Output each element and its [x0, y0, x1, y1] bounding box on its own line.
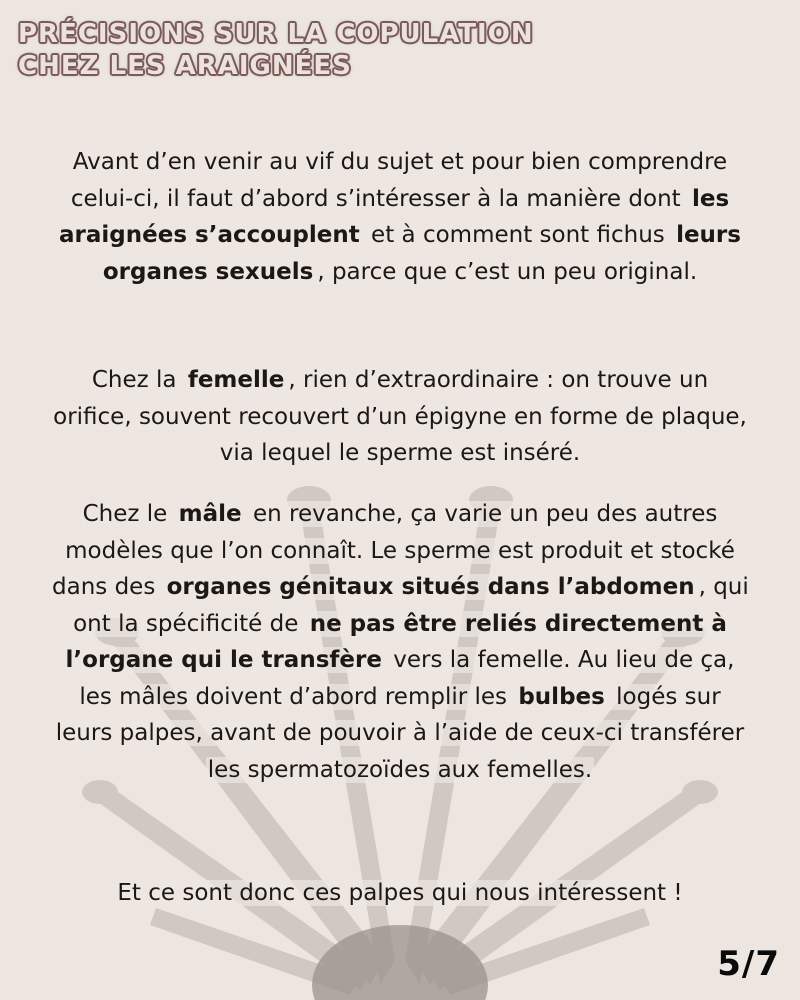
text-run: en revanche, ça varie un peu des autres modèles que l’on connaît. Le sperme est produit et stocké dans des	[52, 501, 735, 600]
text-run: et à comment sont fichus	[363, 222, 673, 248]
bold-text-run: ne pas être reliés directement à l’organe qui le transfère	[65, 610, 727, 673]
text-run: Et ce sont donc ces palpes qui nous intéressent !	[117, 880, 683, 906]
paragraph-conclusion	[50, 875, 750, 912]
text-run: , rien d’extraordinaire : on trouve un orifice, souvent recouvert d’un épigyne en forme de plaque, via lequel le sperme est inséré.	[53, 367, 747, 466]
text-run: , qui ont la spécificité de	[73, 574, 749, 637]
text-run: Chez le	[82, 501, 175, 527]
paragraph-female	[50, 362, 750, 472]
bold-text-run: mâle	[178, 501, 242, 527]
bold-text-run: leurs organes sexuels	[102, 222, 741, 285]
text-run: Avant d’en venir au vif du sujet et pour bien comprendre celui-ci, il faut d’abord s’intéresser à la manière dont	[70, 149, 728, 212]
bold-text-run: organes génitaux situés dans l’abdomen	[166, 574, 695, 600]
bold-text-run: bulbes	[518, 683, 605, 710]
text-run: Chez la	[91, 367, 184, 393]
title-line-1: PRÉCISIONS SUR LA COPULATION	[18, 19, 534, 49]
paragraph-intro	[50, 144, 750, 290]
title-line-2: CHEZ LES ARAIGNÉES	[18, 51, 352, 81]
text-run: vers la femelle. Au lieu de ça, les mâles doivent d’abord remplir les	[79, 647, 735, 710]
page-indicator: 5/7	[717, 944, 780, 984]
paragraph-male	[50, 496, 750, 788]
bold-text-run: les araignées s’accouplent	[59, 185, 730, 248]
bold-text-run: femelle	[187, 367, 285, 393]
page-title	[18, 18, 534, 82]
text-run: , parce que c’est un peu original.	[317, 258, 698, 285]
text-run: logés sur leurs palpes, avant de pouvoir à l’aide de ceux-ci transférer les spermatozoïdes aux femelles.	[55, 683, 745, 783]
